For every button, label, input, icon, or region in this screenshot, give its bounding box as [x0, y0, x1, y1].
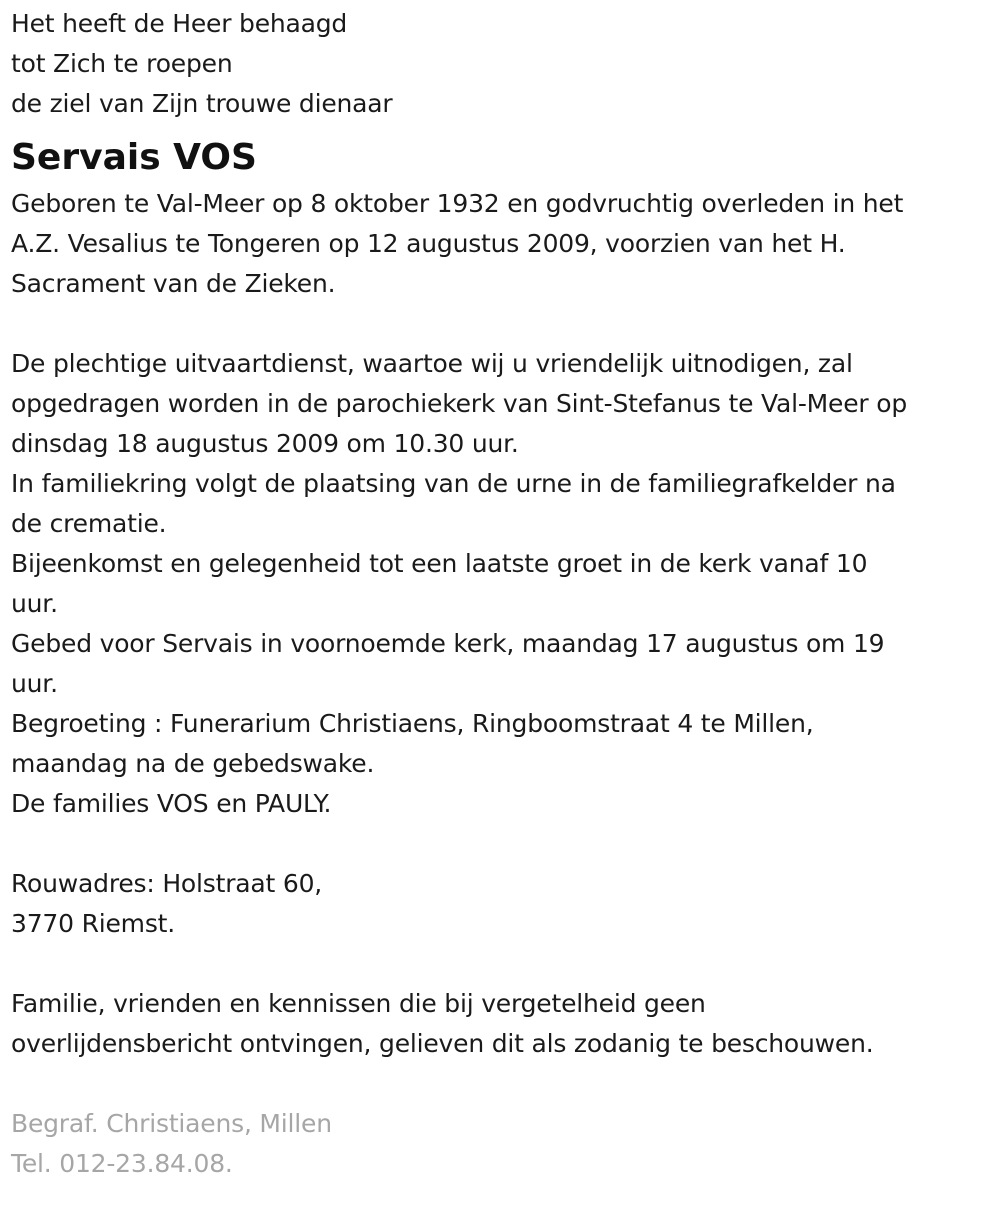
- service-line: In familiekring volgt de plaatsing van de urne in de familiegrafkelder na: [11, 469, 896, 498]
- paragraph-gap: [11, 824, 996, 864]
- service-line: De families VOS en PAULY.: [11, 789, 332, 818]
- service-line: De plechtige uitvaartdienst, waartoe wij u vriendelijk uitnodigen, zal: [11, 349, 853, 378]
- birth-death-line: A.Z. Vesalius te Tongeren op 12 augustus 2009, voorzien van het H.: [11, 229, 846, 258]
- paragraph-gap: [11, 1064, 996, 1104]
- intro-line: tot Zich te roepen: [11, 49, 233, 78]
- intro-line: Het heeft de Heer behaagd: [11, 9, 348, 38]
- birth-death-section: [11, 184, 996, 304]
- birth-death-line: Sacrament van de Zieken.: [11, 269, 336, 298]
- intro-line: de ziel van Zijn trouwe dienaar: [11, 89, 393, 118]
- intro-section: [11, 4, 996, 124]
- notice-line: overlijdensbericht ontvingen, gelieven dit als zodanig te beschouwen.: [11, 1029, 874, 1058]
- notice-section: [11, 984, 996, 1064]
- service-line: Gebed voor Servais in voornoemde kerk, maandag 17 augustus om 19: [11, 629, 885, 658]
- address-section: [11, 864, 996, 944]
- undertaker-line: Begraf. Christiaens, Millen: [11, 1109, 332, 1138]
- birth-death-line: Geboren te Val-Meer op 8 oktober 1932 en godvruchtig overleden in het: [11, 189, 904, 218]
- service-line: maandag na de gebedswake.: [11, 749, 375, 778]
- undertaker-phone: Tel. 012-23.84.08.: [11, 1149, 233, 1178]
- service-line: de crematie.: [11, 509, 167, 538]
- undertaker-section: [11, 1104, 996, 1184]
- obituary-document: [11, 4, 996, 1184]
- service-line: dinsdag 18 augustus 2009 om 10.30 uur.: [11, 429, 519, 458]
- service-line: opgedragen worden in de parochiekerk van Sint-Stefanus te Val-Meer op: [11, 389, 908, 418]
- service-line: Begroeting : Funerarium Christiaens, Ringboomstraat 4 te Millen,: [11, 709, 814, 738]
- service-line: Bijeenkomst en gelegenheid tot een laatste groet in de kerk vanaf 10: [11, 549, 868, 578]
- service-line: uur.: [11, 669, 58, 698]
- service-line: uur.: [11, 589, 58, 618]
- notice-line: Familie, vrienden en kennissen die bij vergetelheid geen: [11, 989, 706, 1018]
- paragraph-gap: [11, 944, 996, 984]
- address-line: 3770 Riemst.: [11, 909, 175, 938]
- address-line: Rouwadres: Holstraat 60,: [11, 869, 323, 898]
- service-section: [11, 344, 996, 824]
- paragraph-gap: [11, 304, 996, 344]
- deceased-name: Servais VOS: [11, 137, 257, 178]
